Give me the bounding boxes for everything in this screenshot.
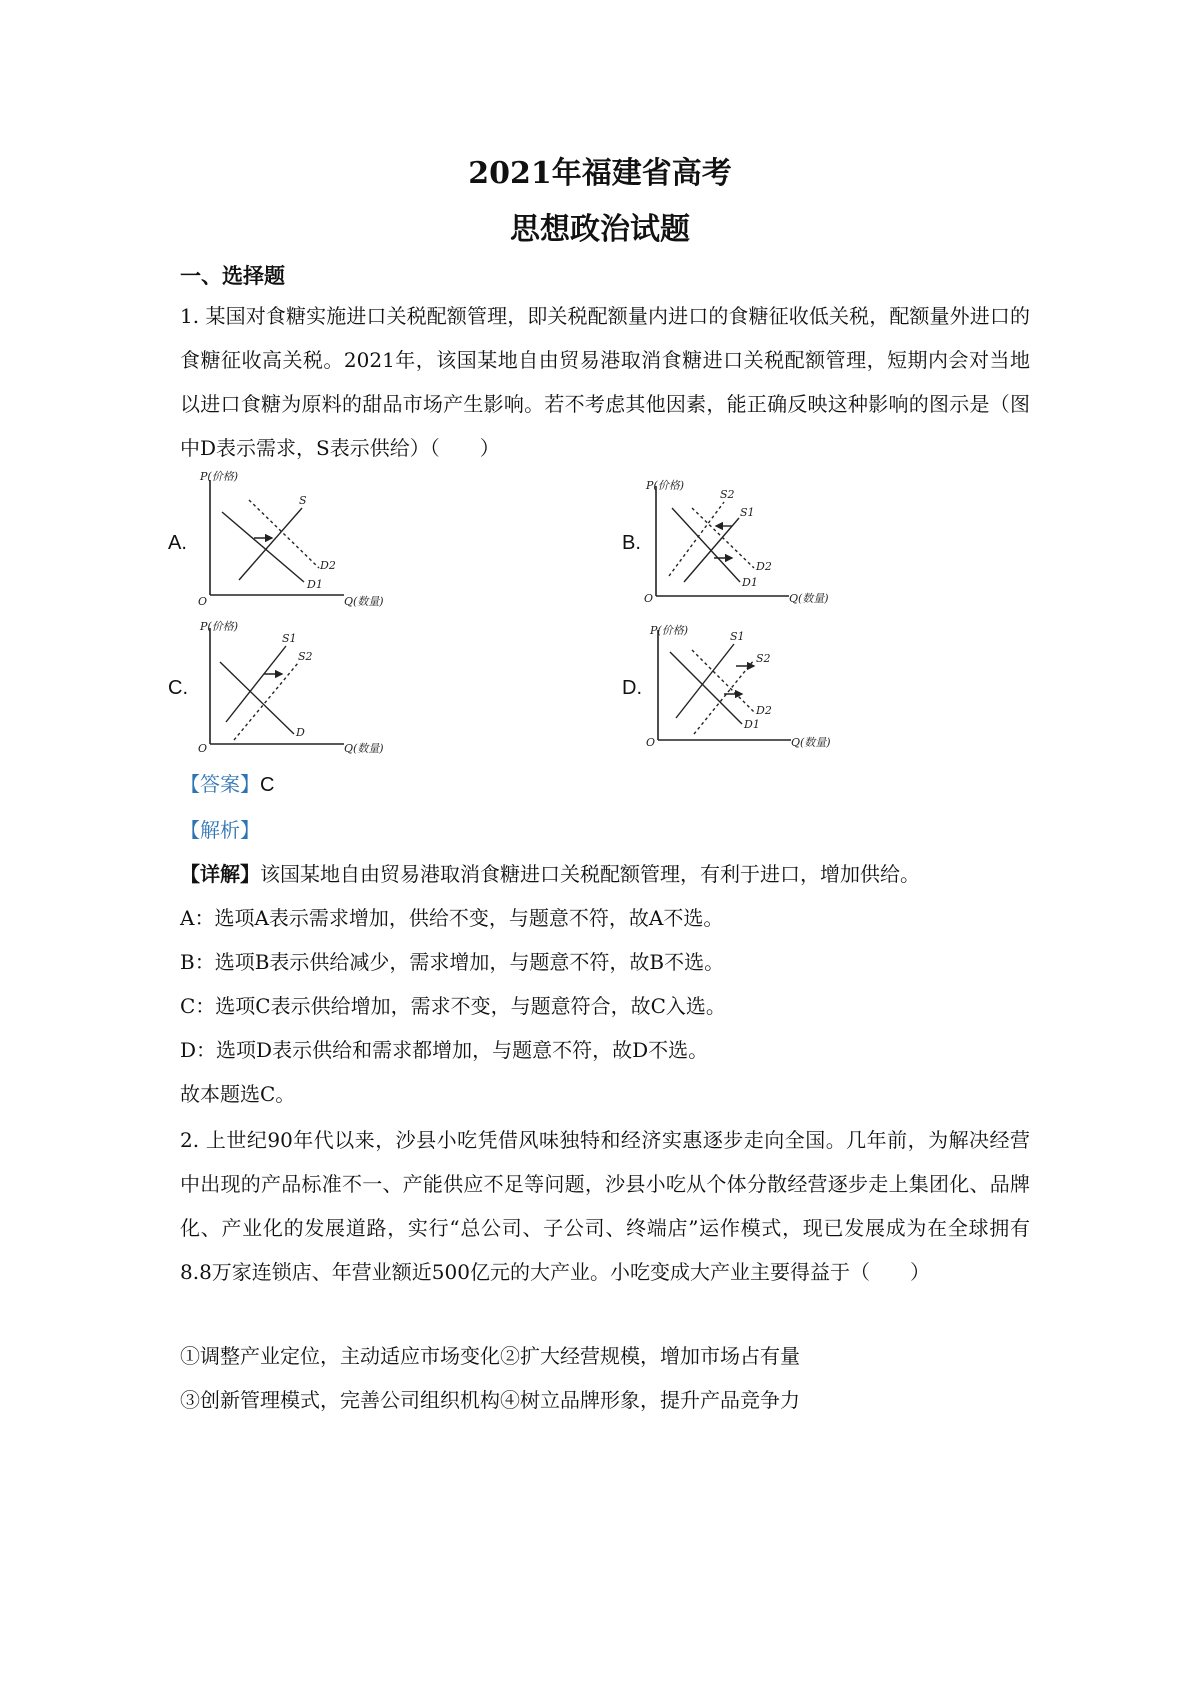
detail-tag: 【详解】	[180, 862, 260, 886]
curve-label: S2	[756, 652, 771, 665]
graph-option-d	[646, 622, 846, 752]
curve-label: D2	[756, 560, 772, 573]
y-axis-label: P(价格)	[200, 470, 238, 483]
x-axis-label: Q(数量)	[344, 595, 384, 608]
curve-label: S2	[298, 650, 313, 663]
y-axis-label: P(价格)	[646, 479, 684, 492]
option-c-label: C.	[168, 677, 188, 699]
curve-label: D2	[756, 704, 772, 717]
answer-line	[180, 768, 274, 797]
curve-label: S1	[282, 632, 297, 645]
curve-label: D	[296, 726, 305, 739]
conclusion-line: 故本题选C。	[180, 1082, 296, 1106]
question-2-choices-1: ①调整产业定位，主动适应市场变化②扩大经营规模，增加市场占有量	[180, 1344, 800, 1368]
demand-curve-d1	[672, 508, 740, 582]
explanation-line-c: C：选项C表示供给增加，需求不变，与题意符合，故C入选。	[180, 994, 726, 1018]
graph-option-c	[196, 618, 396, 758]
supply-curve-s	[239, 508, 302, 580]
demand-curve-d2	[249, 500, 319, 568]
x-axis-label: Q(数量)	[344, 742, 384, 755]
origin-label: O	[198, 595, 208, 608]
demand-curve-d1	[222, 512, 304, 582]
origin-label: O	[646, 736, 656, 749]
curve-label: D2	[320, 559, 336, 572]
y-axis-label: P(价格)	[650, 624, 688, 637]
origin-label: O	[644, 592, 654, 605]
answer-tag: 【答案】	[180, 772, 260, 796]
detail-text: 该国某地自由贸易港取消食糖进口关税配额管理，有利于进口，增加供给。	[260, 862, 920, 886]
supply-curve-s1	[226, 646, 286, 722]
origin-label: O	[198, 742, 208, 755]
explanation-line-b: B：选项B表示供给减少，需求增加，与题意不符，故B不选。	[180, 950, 725, 974]
x-axis-label: Q(数量)	[791, 736, 831, 749]
demand-curve-d2	[692, 650, 754, 712]
graph-option-b	[644, 478, 844, 608]
curve-label: S1	[740, 506, 755, 519]
analysis-tag: 【解析】	[180, 818, 260, 842]
curve-label: S2	[720, 488, 735, 501]
curve-label: D1	[307, 578, 323, 591]
demand-curve-d	[220, 662, 294, 734]
option-d-label: D.	[622, 677, 642, 699]
demand-curve-d1	[670, 652, 742, 724]
question-1-stem: 1. 某国对食糖实施进口关税配额管理，即关税配额量内进口的食糖征收低关税，配额量外进口的食糖征收高关税。2021年，该国某地自由贸易港取消食糖进口关税配额管理，短期内会对当地以进口食糖为原料的甜品市场产生影响。若不考虑其他因素，能正确反映这种影响的图示是（图中D表示需求，S表示供给）（ ）	[180, 304, 1030, 460]
exam-title-line2: 思想政治试题	[510, 212, 690, 247]
answer-value: C	[260, 774, 275, 796]
section-heading: 一、选择题	[180, 263, 285, 288]
curve-label: D1	[742, 576, 758, 589]
curve-label: D1	[744, 718, 760, 731]
y-axis-label: P(价格)	[200, 620, 238, 633]
exam-title-line1: 2021年福建省高考	[468, 156, 732, 191]
curve-label: S1	[730, 630, 745, 643]
graph-option-a	[194, 470, 394, 610]
option-b-label: B.	[622, 532, 641, 554]
explanation-line-d: D：选项D表示供给和需求都增加，与题意不符，故D不选。	[180, 1038, 709, 1062]
question-2-stem: 2. 上世纪90年代以来，沙县小吃凭借风味独特和经济实惠逐步走向全国。几年前，为解决经营中出现的产品标准不一、产能供应不足等问题，沙县小吃从个体分散经营逐步走上集团化、品牌化、产业化的发展道路，实行“总公司、子公司、终端店”运作模式，现已发展成为在全球拥有8.8万家连锁店、年营业额近500亿元的大产业。小吃变成大产业主要得益于（ ）	[180, 1128, 1030, 1284]
x-axis-label: Q(数量)	[789, 592, 829, 605]
curve-label: S	[299, 494, 307, 507]
question-2-choices-2: ③创新管理模式，完善公司组织机构④树立品牌形象，提升产品竞争力	[180, 1388, 800, 1412]
explanation-line-a: A：选项A表示需求增加，供给不变，与题意不符，故A不选。	[180, 906, 724, 930]
detail-line	[180, 858, 920, 887]
option-a-label: A.	[168, 532, 187, 554]
